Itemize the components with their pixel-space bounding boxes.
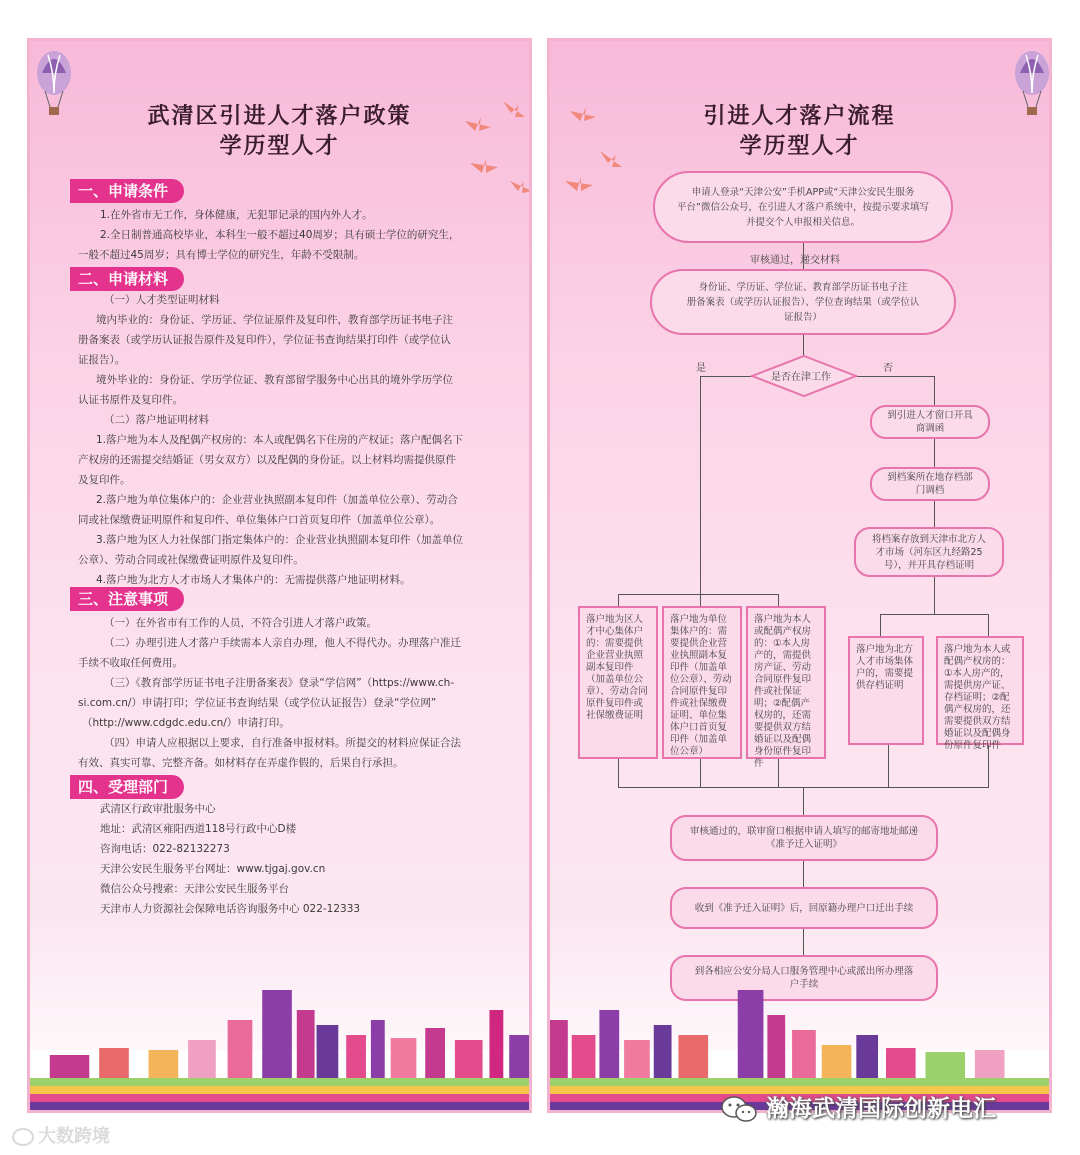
flow-box-north-market-collective: 落户地为北方人才市场集体户的，需要提供存档证明	[848, 636, 924, 745]
connector-line	[988, 614, 989, 636]
branch-label-yes: 是	[696, 363, 706, 374]
body-text: （四）申请人应根据以上要求，自行准备申报材料。所提交的材料应保证合法	[104, 737, 461, 749]
flow-step-store-archive	[854, 527, 1004, 577]
watermark-text: 瀚海武清国际创新电汇	[766, 1096, 997, 1122]
connector-line	[803, 787, 804, 815]
section-tag-conditions: 一、申请条件	[70, 179, 184, 203]
body-text: 证报告）。	[78, 354, 126, 366]
body-text: 4.落户地为北方人才市场人才集体户的：无需提供落户地证明材料。	[96, 574, 411, 586]
body-text: 天津市人力资源社会保障电话咨询服务中心 022-12333	[100, 903, 361, 915]
flow-text: 身份证、学历证、学位证、教育部学历证书电子注	[698, 281, 908, 293]
flow-text: 将档案存放到天津市北方人	[871, 533, 986, 545]
body-text: （三）《教育部学历证书电子注册备案表》登录“学信网”（https://www.ch-	[104, 677, 455, 689]
flow-text: 到引进人才窗口开具	[887, 410, 973, 421]
flow-text: 《准予迁入证明》	[765, 839, 842, 850]
body-text: 境内毕业的：身份证、学历证、学位证原件及复印件，教育部学历证书电子注	[96, 314, 453, 326]
flow-box-own-property: 落户地为本人或配偶产权房的：①本人房产的，需提供房产证、劳动合同原件复印件或社保证明；②配偶产权房的，还需要提供双方结婚证以及配偶身份原件复印件	[746, 606, 826, 759]
flow-text: 商调函	[915, 423, 945, 434]
connector-line	[934, 439, 935, 469]
flow-text: 到各相应公安分局人口服务管理中心或派出所办理落	[694, 966, 914, 977]
body-text: 公章）、劳动合同或社保缴费证明原件及复印件。	[78, 554, 304, 566]
flow-text: 户手续	[789, 979, 819, 990]
body-text: 境外毕业的：身份证、学历学位证、教育部留学服务中心出具的境外学历学位	[96, 374, 453, 386]
connector-line	[618, 594, 619, 606]
flow-text: 才市场（河东区九经路25	[875, 546, 983, 558]
body-text: （二）办理引进人才落户手续需本人亲自办理，他人不得代办。办理落户准迁	[104, 637, 461, 649]
body-text: 及复印件。	[78, 474, 131, 486]
panel-title: 武清区引进人才落户政策	[147, 104, 412, 129]
panel-subtitle: 学历型人才	[219, 134, 340, 159]
connector-line	[880, 614, 988, 615]
body-text: 有效、真实可靠、完整齐备。如材料存在弄虚作假的，后果自行承担。	[78, 757, 404, 769]
connector-line	[618, 759, 619, 787]
flow-text: 册备案表（或学历认证报告）、学位查询结果（或学位认	[686, 296, 920, 308]
connector-line	[700, 759, 701, 787]
body-text: 认证书原件及复印件。	[78, 394, 183, 406]
process-panel	[547, 38, 1052, 1113]
body-text: 微信公众号搜索：天津公安民生服务平台	[100, 883, 289, 895]
connector-line	[934, 576, 935, 614]
panel-title: 引进人才落户流程	[703, 104, 896, 129]
watermark-text: 大数跨境	[38, 1126, 110, 1147]
watermark-left	[12, 1122, 110, 1148]
body-text: 一般不超过45周岁；具有博士学位的研究生，年龄不受限制。	[78, 249, 365, 261]
connector-line	[803, 861, 804, 887]
branch-label-no: 否	[883, 363, 893, 374]
body-text: 天津公安民生服务平台网址：www.tjgaj.gov.cn	[100, 863, 326, 875]
connector-line	[934, 499, 935, 529]
connector-line	[700, 376, 701, 594]
body-text: 产权房的还需提交结婚证（男女双方）以及配偶的身份证。以上材料均需提供原件	[78, 454, 456, 466]
flow-step-online-apply	[653, 171, 953, 243]
section-tag-department: 四、受理部门	[70, 775, 184, 799]
body-text: 同或社保缴费证明原件和复印件、单位集体户口首页复印件（加盖单位公章）。	[78, 514, 441, 526]
connector-line	[700, 376, 752, 377]
connector-line	[888, 745, 889, 787]
watermark-right	[720, 1090, 996, 1125]
connector-line	[880, 614, 881, 636]
flow-text: 申请人登录“天津公安”手机APP或“天津公安民生服务	[691, 186, 915, 198]
flow-label-submit: 审核通过，递交材料	[750, 255, 840, 266]
weibo-icon	[12, 1128, 34, 1146]
flow-text: 审核通过的，联审窗口根据申请人填写的邮寄地址邮递	[689, 826, 918, 837]
body-text: 3.落户地为区人力社保部门指定集体户的：企业营业执照副本复印件（加盖单位	[96, 534, 464, 546]
flow-text: 号），并开具存档证明	[883, 559, 975, 571]
flow-text: 平台”微信公众号，在引进人才落户系统中，按提示要求填写	[677, 201, 929, 213]
connector-line	[778, 594, 779, 606]
connector-line	[618, 594, 778, 595]
wechat-icon	[720, 1095, 758, 1125]
flow-step-approval-mail	[670, 815, 938, 861]
body-text: （一）人才类型证明材料	[104, 294, 220, 306]
panel-subtitle: 学历型人才	[739, 134, 860, 159]
connector-line	[856, 376, 934, 377]
section-tag-materials: 二、申请材料	[70, 267, 184, 291]
section-tag-notes: 三、注意事项	[70, 587, 184, 611]
connector-line	[700, 594, 701, 606]
body-text: 武清区行政审批服务中心	[100, 803, 216, 815]
flow-step-transfer-letter	[870, 405, 990, 439]
body-text: （二）落户地证明材料	[104, 414, 209, 426]
flow-box-district-collective: 落户地为区人才中心集体户的：需要提供企业营业执照副本复印件（加盖单位公章）、劳动合同原件复印件或社保缴费证明	[578, 606, 658, 759]
body-text: 册备案表（或学历认证报告原件及复印件），学位证书查询结果打印件（或学位认	[78, 334, 451, 346]
connector-line	[934, 376, 935, 406]
flow-text: 证报告）	[783, 311, 822, 323]
flow-text: 并提交个人申报相关信息。	[745, 216, 860, 228]
body-text: 1.在外省市无工作，身体健康，无犯罪记录的国内外人才。	[100, 209, 373, 221]
flow-step-move-out: 收到《准予迁入证明》后，回原籍办理户口迁出手续	[670, 887, 938, 929]
flow-box-unit-collective: 落户地为单位集体户的：需要提供企业营业执照副本复印件（加盖单位公章）、劳动合同原件复印件或社保缴费证明、单位集体户口首页复印件（加盖单位公章）	[662, 606, 742, 759]
connector-line	[803, 929, 804, 955]
body-text: 咨询电话：022-82132273	[100, 843, 230, 855]
body-text: 地址：武清区雍阳西道118号行政中心D楼	[100, 823, 297, 835]
body-text: （一）在外省市有工作的人员，不符合引进人才落户政策。	[104, 617, 377, 629]
flow-box-own-property-archive: 落户地为本人或配偶产权房的：①本人房产的，需提供房产证、存档证明；②配偶产权房的，还需要提供双方结婚证以及配偶身份原件复印件	[936, 636, 1024, 745]
city-skyline-decoration	[30, 990, 529, 1110]
body-text: 2.全日制普通高校毕业，本科生一般不超过40周岁；具有硕士学位的研究生，	[100, 229, 460, 241]
policy-panel	[27, 38, 532, 1113]
connector-line	[778, 759, 779, 787]
decision-label: 是否在津工作	[771, 372, 831, 383]
flow-step-documents	[650, 269, 956, 335]
flow-text: 门调档	[915, 485, 945, 496]
body-text: 手续不收取任何费用。	[78, 657, 183, 669]
body-text: 1.落户地为本人及配偶产权房的：本人或配偶名下住房的产权证；落户配偶名下	[96, 434, 464, 446]
flow-text: 到档案所在地存档部	[887, 472, 973, 483]
body-text: （http://www.cdgdc.edu.cn/）申请打印。	[82, 717, 290, 729]
body-text: 2.落户地为单位集体户的：企业营业执照副本复印件（加盖单位公章）、劳动合	[96, 494, 458, 506]
flow-step-fetch-archive	[870, 467, 990, 501]
body-text: si.com.cn/）申请打印；学位证书查询结果（或学位认证报告）登录“学位网”	[78, 697, 437, 709]
